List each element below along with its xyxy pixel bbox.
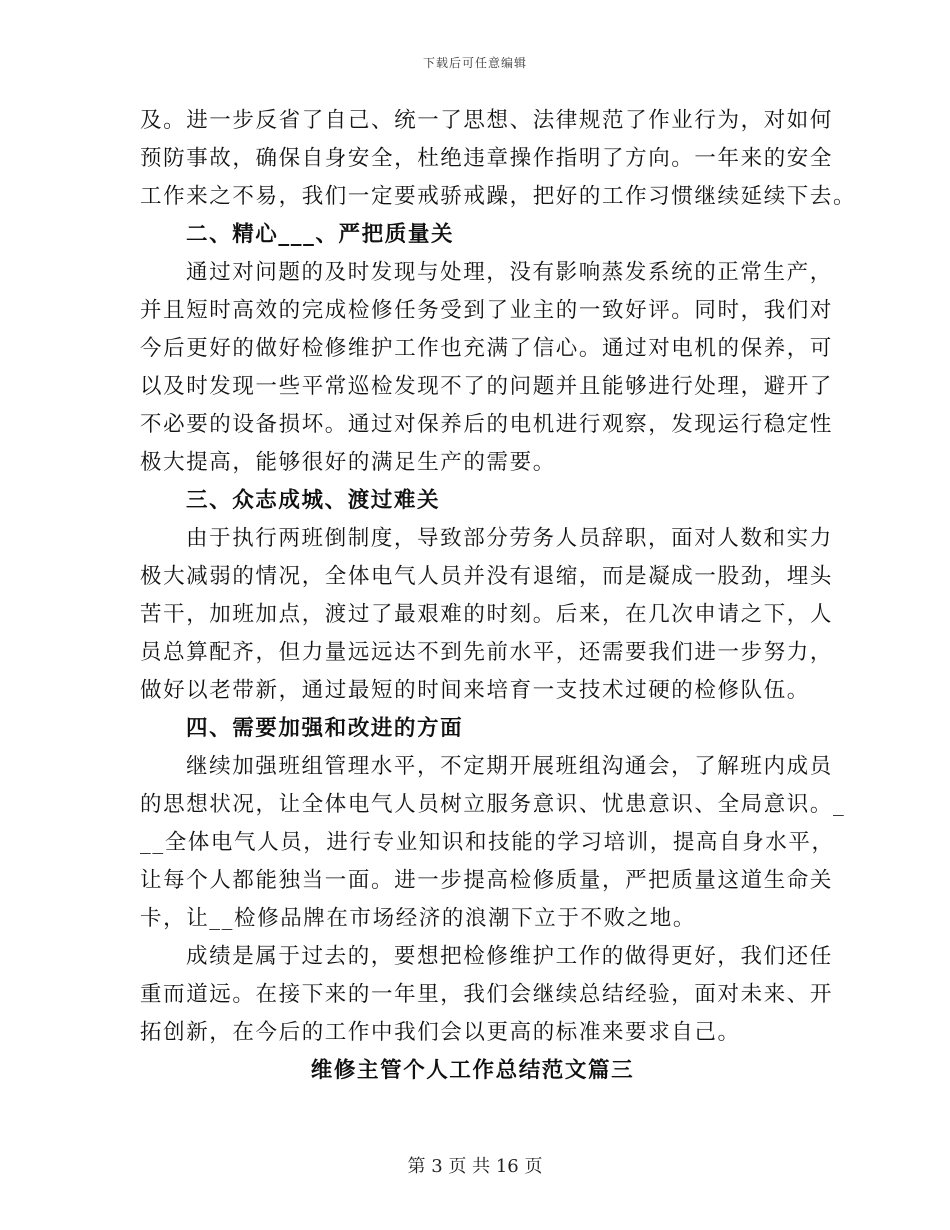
paragraph-line: 工作来之不易，我们一定要戒骄戒躁，把好的工作习惯继续延续下去。 <box>140 184 857 209</box>
paragraph-line: 今后更好的做好检修维护工作也充满了信心。通过对电机的保养，可 <box>140 336 834 361</box>
page-number: 第 3 页 共 16 页 <box>407 1156 543 1177</box>
paragraph-line: 成绩是属于过去的，要想把检修维护工作的做得更好，我们还任 <box>186 944 833 969</box>
header-note: 下载后可任意编辑 <box>422 56 527 70</box>
paragraph-line: 让每个人都能独当一面。进一步提高检修质量，严把质量这道生命关 <box>140 868 834 893</box>
paragraph-line: 的思想状况，让全体电气人员树立服务意识、忧患意识、全局意识。_ <box>140 792 846 817</box>
paragraph-line: 重而道远。在接下来的一年里，我们会继续总结经验，面对未来、开 <box>140 982 834 1007</box>
section-title: 维修主管个人工作总结范文篇三 <box>310 1058 635 1083</box>
paragraph-line: 员总算配齐，但力量远远达不到先前水平，还需要我们进一步努力， <box>140 640 834 665</box>
section-heading-4: 四、需要加强和改进的方面 <box>186 716 464 741</box>
paragraph-line: 并且短时高效的完成检修任务受到了业主的一致好评。同时，我们对 <box>140 298 834 323</box>
paragraph-line: 卡，让__检修品牌在市场经济的浪潮下立于不败之地。 <box>140 906 697 931</box>
paragraph-line: 通过对问题的及时发现与处理，没有影响蒸发系统的正常生产， <box>186 260 833 285</box>
paragraph-line: 极大提高，能够很好的满足生产的需要。 <box>140 450 556 475</box>
paragraph-line: 以及时发现一些平常巡检发现不了的问题并且能够进行处理，避开了 <box>140 374 834 399</box>
paragraph-line: 预防事故，确保自身安全，杜绝违章操作指明了方向。一年来的安全 <box>140 146 834 171</box>
paragraph-line: 不必要的设备损坏。通过对保养后的电机进行观察，发现运行稳定性 <box>140 412 834 437</box>
paragraph-line: 做好以老带新，通过最短的时间来培育一支技术过硬的检修队伍。 <box>140 678 810 703</box>
paragraph-line: 极大减弱的情况，全体电气人员并没有退缩，而是凝成一股劲，埋头 <box>140 564 834 589</box>
paragraph-line: 苦干，加班加点，渡过了最艰难的时刻。后来，在几次申请之下，人 <box>140 602 834 627</box>
paragraph-line: 拓创新，在今后的工作中我们会以更高的标准来要求自己。 <box>140 1020 741 1045</box>
section-heading-2: 二、精心___、严把质量关 <box>186 222 455 247</box>
paragraph-line: 由于执行两班倒制度，导致部分劳务人员辞职，面对人数和实力 <box>186 526 833 551</box>
paragraph-line: __全体电气人员，进行专业知识和技能的学习培训，提高自身水平， <box>140 830 835 855</box>
paragraph-line: 继续加强班组管理水平，不定期开展班组沟通会，了解班内成员 <box>186 754 833 779</box>
paragraph-line: 及。进一步反省了自己、统一了思想、法律规范了作业行为，对如何 <box>140 108 834 133</box>
document-body <box>140 102 857 1090</box>
section-heading-3: 三、众志成城、渡过难关 <box>186 488 441 513</box>
